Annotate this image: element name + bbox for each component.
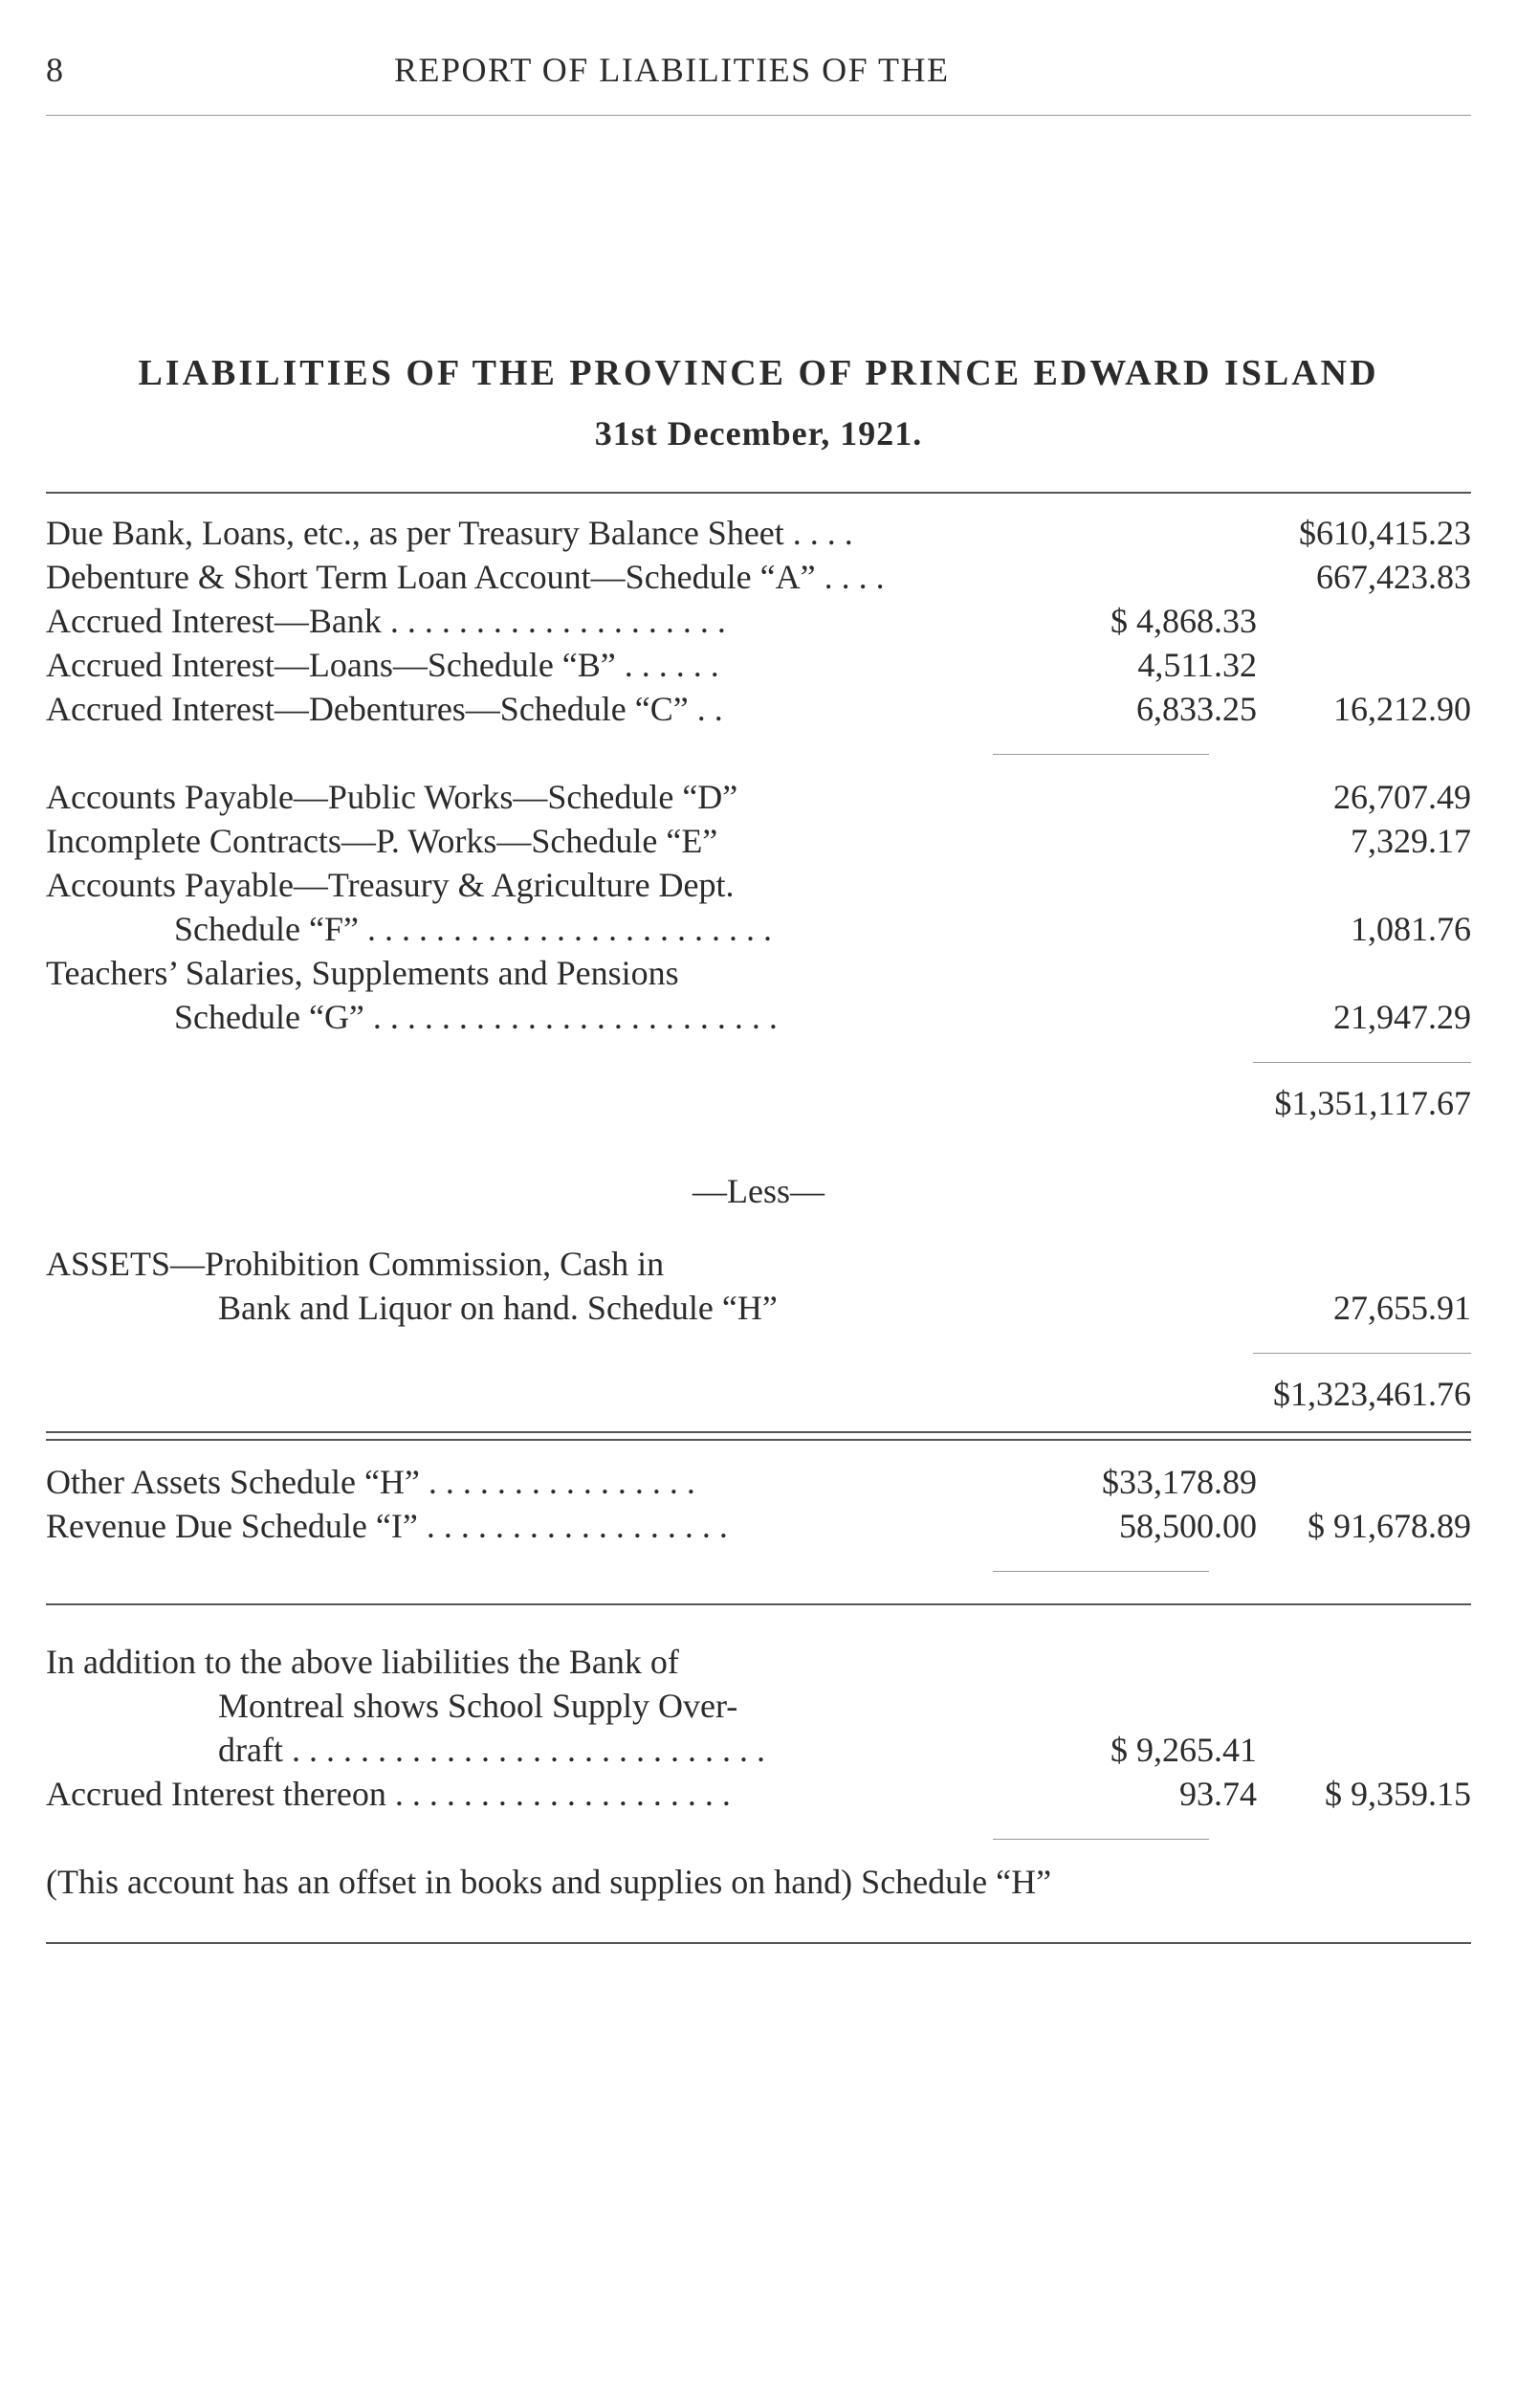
row-label: ASSETS—Prohibition Commission, Cash in <box>46 1245 665 1283</box>
row-subamount: $ 9,265.41 <box>1110 1731 1257 1769</box>
liability-row <box>46 689 1471 733</box>
net-total: $1,323,461.76 <box>1273 1375 1471 1413</box>
payable-row <box>46 953 1471 997</box>
row-label: Schedule “G” . . . . . . . . . . . . . . . . . . . . . . . . <box>174 998 778 1036</box>
other-row <box>46 1506 1471 1550</box>
liability-row <box>46 601 1471 645</box>
row-amount: 27,655.91 <box>1333 1289 1471 1327</box>
row-label: Accrued Interest—Loans—Schedule “B” . . . . . . <box>46 646 719 684</box>
addition-row <box>46 1686 1471 1730</box>
row-label: Incomplete Contracts—P. Works—Schedule “E” <box>46 822 718 860</box>
row-amount: $ 91,678.89 <box>1308 1507 1471 1545</box>
row-label: Due Bank, Loans, etc., as per Treasury Balance Sheet . . . . <box>46 514 853 552</box>
row-amount: 16,212.90 <box>1333 690 1471 728</box>
row-subamount: 4,511.32 <box>1137 646 1257 684</box>
row-label: draft . . . . . . . . . . . . . . . . . . . . . . . . . . . . <box>218 1731 765 1769</box>
double-rule-bottom <box>46 1439 1471 1441</box>
bottom-rule <box>46 1942 1471 1944</box>
other-rule <box>993 1571 1209 1572</box>
row-amount: 667,423.83 <box>1316 558 1471 596</box>
addition-row <box>46 1774 1471 1818</box>
payable-row <box>46 821 1471 865</box>
page-number: 8 <box>46 51 63 89</box>
liability-row <box>46 557 1471 601</box>
row-label: In addition to the above liabilities the Bank of <box>46 1643 679 1681</box>
liability-row <box>46 513 1471 557</box>
row-subamount: 93.74 <box>1179 1775 1257 1813</box>
row-amount: 1,081.76 <box>1351 910 1471 948</box>
row-subamount: $ 4,868.33 <box>1110 602 1257 640</box>
total-rule <box>1253 1062 1471 1063</box>
row-label: Accounts Payable—Public Works—Schedule “D” <box>46 778 738 816</box>
row-amount: 26,707.49 <box>1333 778 1471 816</box>
row-label: Other Assets Schedule “H” . . . . . . . . . . . . . . . . <box>46 1463 695 1501</box>
liability-row <box>46 645 1471 689</box>
section-rule <box>46 1603 1471 1605</box>
row-label: Accrued Interest thereon . . . . . . . . . . . . . . . . . . . . <box>46 1775 731 1813</box>
title-rule <box>46 492 1471 494</box>
row-label: Accrued Interest—Debentures—Schedule “C” . . <box>46 690 723 728</box>
row-amount: $610,415.23 <box>1299 514 1471 552</box>
payable-row <box>46 909 1471 953</box>
footnote-row <box>46 1862 1471 1906</box>
net-total-row <box>46 1374 1471 1418</box>
row-subamount: 6,833.25 <box>1136 690 1257 728</box>
total-liabilities: $1,351,117.67 <box>1274 1084 1471 1122</box>
double-rule-top <box>46 1431 1471 1433</box>
subtotal-rule <box>993 754 1209 755</box>
row-label: Teachers’ Salaries, Supplements and Pensions <box>46 954 679 992</box>
row-label: Accrued Interest—Bank . . . . . . . . . . . . . . . . . . . . <box>46 602 726 640</box>
row-subamount: $33,178.89 <box>1102 1463 1257 1501</box>
row-label: Accounts Payable—Treasury & Agriculture Dept. <box>46 866 735 904</box>
row-amount: 21,947.29 <box>1333 998 1471 1036</box>
other-row <box>46 1462 1471 1506</box>
running-head: REPORT OF LIABILITIES OF THE <box>394 51 950 89</box>
payable-row <box>46 777 1471 821</box>
addition-row <box>46 1730 1471 1774</box>
net-rule <box>1253 1353 1471 1354</box>
payable-row <box>46 997 1471 1041</box>
addition-row <box>46 1642 1471 1686</box>
header-rule <box>46 115 1471 116</box>
row-label: Montreal shows School Supply Over- <box>218 1687 738 1725</box>
assets-row <box>46 1288 1471 1332</box>
payable-row <box>46 865 1471 909</box>
row-label: Debenture & Short Term Loan Account—Schedule “A” . . . . <box>46 558 885 596</box>
addition-rule <box>993 1839 1209 1840</box>
document-date: 31st December, 1921. <box>594 414 923 453</box>
row-label: Revenue Due Schedule “I” . . . . . . . . . . . . . . . . . . <box>46 1507 728 1545</box>
row-subamount: 58,500.00 <box>1119 1507 1257 1545</box>
less-heading: —Less— <box>693 1172 824 1210</box>
row-label: Schedule “F” . . . . . . . . . . . . . . . . . . . . . . . . <box>174 910 772 948</box>
footnote: (This account has an offset in books and supplies on hand) Schedule “H” <box>46 1863 1052 1901</box>
row-amount: $ 9,359.15 <box>1325 1775 1471 1813</box>
assets-row <box>46 1244 1471 1288</box>
row-amount: 7,329.17 <box>1351 822 1471 860</box>
total-row <box>46 1083 1471 1127</box>
row-label: Bank and Liquor on hand. Schedule “H” <box>218 1289 778 1327</box>
document-title: LIABILITIES OF THE PROVINCE OF PRINCE EDWARD ISLAND <box>138 353 1379 393</box>
